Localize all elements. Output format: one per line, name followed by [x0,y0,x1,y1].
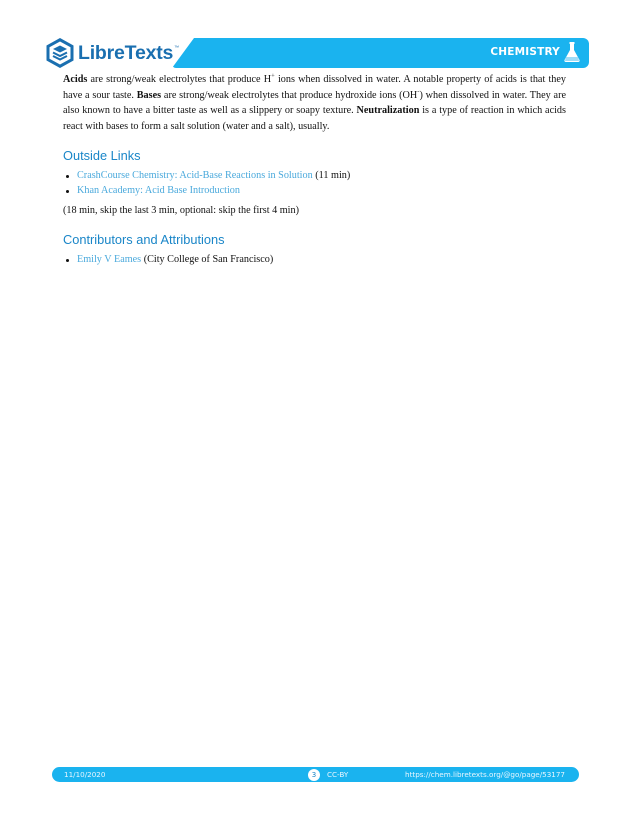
libretexts-logo-icon [44,37,76,69]
link-duration: (11 min) [312,170,351,181]
contributors-heading: Contributors and Attributions [63,232,225,247]
page-header [44,36,589,70]
page-content [63,72,566,268]
intro-text-4: ) when dissolved in water. They are also known to have a bitter taste as well as a slippery or soapy texture. [63,89,566,116]
page-url-link[interactable]: https://chem.libretexts.org/@go/page/53177 [405,769,565,779]
subject-label[interactable]: CHEMISTRY [490,46,560,58]
term-acids: Acids [63,74,88,85]
outside-links-heading: Outside Links [63,148,141,163]
license-label[interactable]: CC-BY [327,769,349,779]
intro-text-1: are strong/weak electrolytes that produce H [87,74,272,85]
superscript-plus: + [271,72,275,80]
term-neutralization: Neutralization [356,105,420,116]
footer-date: 11/10/2020 [64,769,106,779]
crashcourse-link[interactable]: CrashCourse Chemistry: Acid-Base Reactions in Solution [77,170,313,181]
intro-text-2: ions when dissolved in water. A notable property of acids is that they have a sour taste. [63,74,566,101]
superscript-minus: - [417,88,420,96]
flask-icon [563,41,581,63]
libretexts-logo[interactable] [44,36,179,70]
logo-wordmark: LibreTexts [78,41,174,64]
contributor-link[interactable]: Emily V Eames [77,254,142,265]
list-item [63,253,566,268]
logo-trademark: ™ [174,45,180,51]
contributor-affiliation: (City College of San Francisco) [141,254,274,265]
page-footer [52,767,579,782]
outside-links-list [63,169,566,198]
page-number-badge: 3 [308,769,320,781]
list-item [63,184,566,199]
khan-academy-link[interactable]: Khan Academy: Acid Base Introduction [77,184,240,196]
intro-paragraph [63,72,566,134]
term-bases: Bases [136,89,162,101]
intro-text-5: is a type of reaction in which acids react with bases to form a salt solution (water and a salt), usually. [63,105,566,132]
video-note: (18 min, skip the last 3 min, optional: skip the first 4 min) [63,205,299,216]
list-item [63,169,566,184]
intro-text-3: are strong/weak electrolytes that produce hydroxide ions (OH [161,89,418,101]
contributors-list [63,253,566,268]
